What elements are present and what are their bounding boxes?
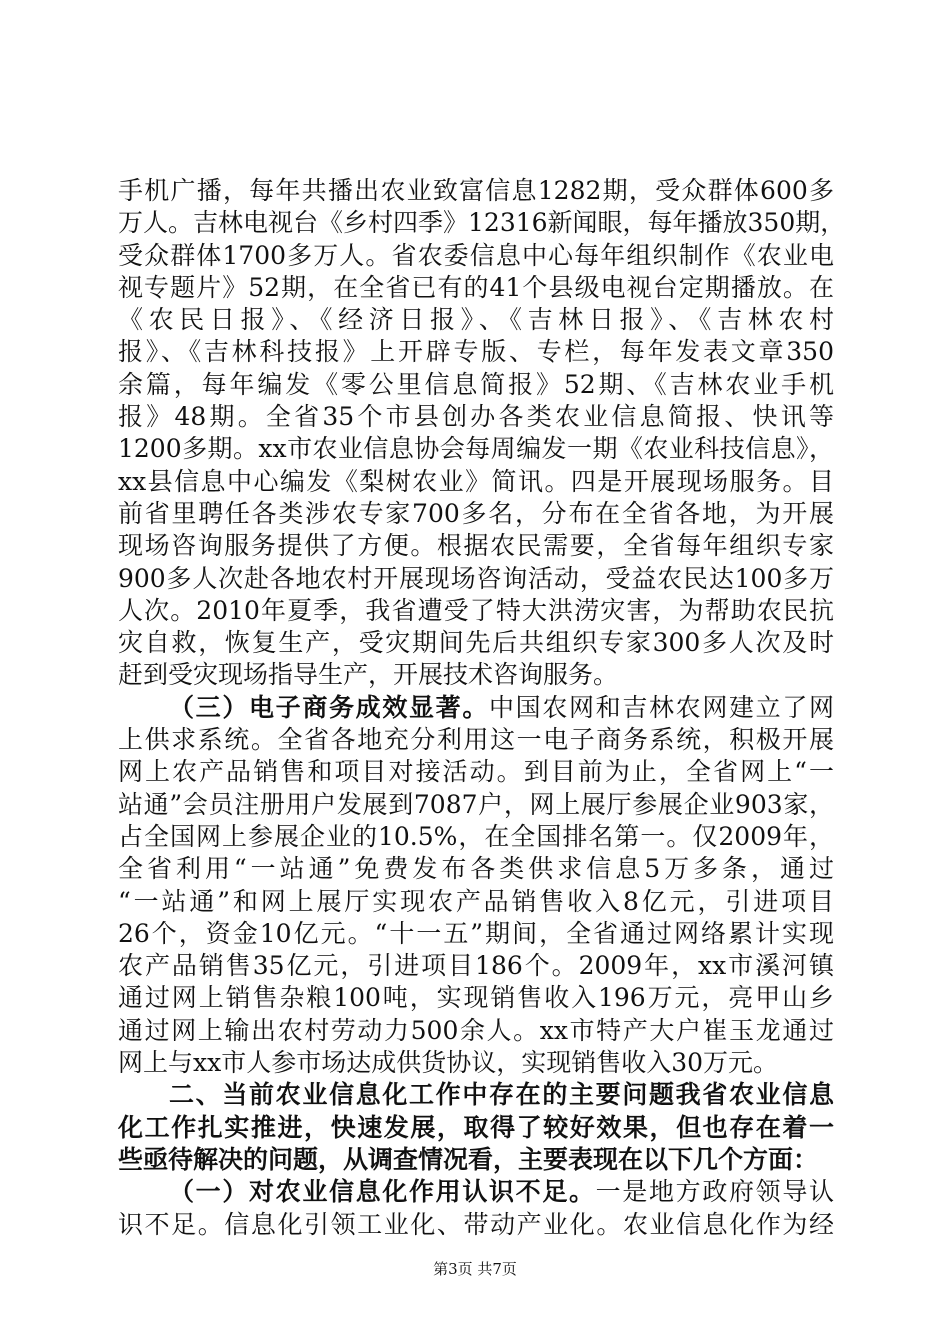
text-segment: 中国农网和吉林农网建立了网: [489, 692, 834, 722]
text-line: [118, 1079, 834, 1111]
text-segment: 万人。吉林电视台《乡村四季》12316新闻眼，每年播放350期，: [118, 208, 846, 238]
page-footer: 第3页 共7页: [433, 1260, 517, 1278]
text-segment: 识不足。信息化引领工业化、带动产业化。农业信息化作为经: [118, 1209, 834, 1239]
text-segment: 占全国网上参展企业的10.5%，在全国排名第一。仅2009年，: [118, 821, 834, 851]
text-line: [118, 1112, 834, 1144]
text-segment: 通过网上销售杂粮100吨，实现销售收入196万元，亮甲山乡: [118, 983, 834, 1013]
text-line: [118, 659, 834, 691]
text-line: [118, 240, 834, 272]
bold-text-segment: 化工作扎实推进，快速发展，取得了较好效果，但也存在着一: [118, 1112, 834, 1142]
text-line: [118, 627, 834, 659]
bold-text-segment: （一）对农业信息化作用认识不足。: [169, 1177, 596, 1207]
text-line: [118, 369, 834, 401]
text-line: [118, 563, 834, 595]
text-line: [118, 853, 834, 885]
text-segment: 900多人次赴各地农村开展现场咨询活动，受益农民达100多万: [118, 563, 834, 593]
text-segment: 通过网上输出农村劳动力500余人。xx市特产大户崔玉龙通过: [118, 1015, 834, 1045]
document-body: [118, 175, 846, 1241]
text-segment: 灾自救，恢复生产，受灾期间先后共组织专家300多人次及时: [118, 628, 834, 658]
text-line: [118, 1176, 834, 1208]
text-segment: 《农民日报》、《经济日报》、《吉林日报》、《吉林农村: [118, 305, 834, 335]
text-line: [118, 789, 834, 821]
text-segment: 受众群体1700多万人。省农委信息中心每年组织制作《农业电: [118, 240, 834, 270]
text-segment: xx县信息中心编发《梨树农业》简讯。四是开展现场服务。目: [118, 466, 834, 496]
text-line: [118, 1015, 834, 1047]
text-line: [118, 466, 834, 498]
text-line: [118, 595, 834, 627]
bold-text-segment: 二、当前农业信息化工作中存在的主要问题我省农业信息: [169, 1080, 834, 1110]
text-segment: 前省里聘任各类涉农专家700多名，分布在全省各地，为开展: [118, 498, 834, 528]
text-segment: 手机广播，每年共播出农业致富信息1282期，受众群体600多: [118, 176, 834, 205]
text-line: [118, 272, 834, 304]
bold-text-segment: （三）电子商务成效显著。: [169, 692, 489, 722]
text-line: [118, 756, 834, 788]
text-segment: 一是地方政府领导认: [595, 1177, 834, 1207]
text-line: [118, 1209, 834, 1241]
text-line: [118, 886, 834, 918]
text-segment: 现场咨询服务提供了方便。根据农民需要，全省每年组织专家: [118, 531, 834, 561]
text-line: [118, 1144, 834, 1176]
text-line: [118, 950, 834, 982]
text-line: [118, 433, 834, 465]
text-segment: 网上与xx市人参市场达成供货协议，实现销售收入30万元。: [118, 1048, 779, 1078]
text-line: [118, 724, 834, 756]
text-line: [118, 304, 834, 336]
text-line: [118, 918, 834, 950]
text-line: [118, 498, 834, 530]
bold-text-segment: 些亟待解决的问题，从调查情况看，主要表现在以下几个方面：: [118, 1144, 819, 1174]
text-segment: 上供求系统。全省各地充分利用这一电子商务系统，积极开展: [118, 725, 834, 755]
text-segment: 余篇，每年编发《零公里信息简报》52期、《吉林农业手机: [118, 369, 834, 399]
text-segment: 全省利用“一站通”免费发布各类供求信息5万多条，通过: [118, 854, 834, 884]
text-segment: “一站通”和网上展厅实现农产品销售收入8亿元，引进项目: [118, 886, 834, 916]
text-line: [118, 336, 834, 368]
text-line: [118, 175, 834, 207]
text-segment: 网上农产品销售和项目对接活动。到目前为止，全省网上“一: [118, 757, 834, 787]
text-line: [118, 982, 834, 1014]
text-line: [118, 530, 834, 562]
text-segment: 26个，资金10亿元。“十一五”期间，全省通过网络累计实现: [118, 918, 834, 948]
text-segment: 视专题片》52期，在全省已有的41个县级电视台定期播放。在: [118, 272, 834, 302]
text-segment: 农产品销售35亿元，引进项目186个。2009年，xx市溪河镇: [118, 951, 834, 981]
text-segment: 赶到受灾现场指导生产，开展技术咨询服务。: [118, 660, 619, 690]
text-line: [118, 1047, 834, 1079]
text-line: [118, 207, 846, 239]
text-segment: 报》、《吉林科技报》上开辟专版、专栏，每年发表文章350: [118, 337, 834, 367]
text-line: [118, 692, 834, 724]
text-line: [118, 821, 834, 853]
text-segment: 报》48期。全省35个市县创办各类农业信息简报、快讯等: [118, 402, 834, 432]
text-segment: 人次。2010年夏季，我省遭受了特大洪涝灾害，为帮助农民抗: [118, 595, 834, 625]
text-segment: 站通”会员注册用户发展到7087户，网上展厅参展企业903家，: [118, 789, 834, 819]
text-line: [118, 401, 834, 433]
text-segment: 1200多期。xx市农业信息协会每周编发一期《农业科技信息》，: [118, 434, 834, 464]
